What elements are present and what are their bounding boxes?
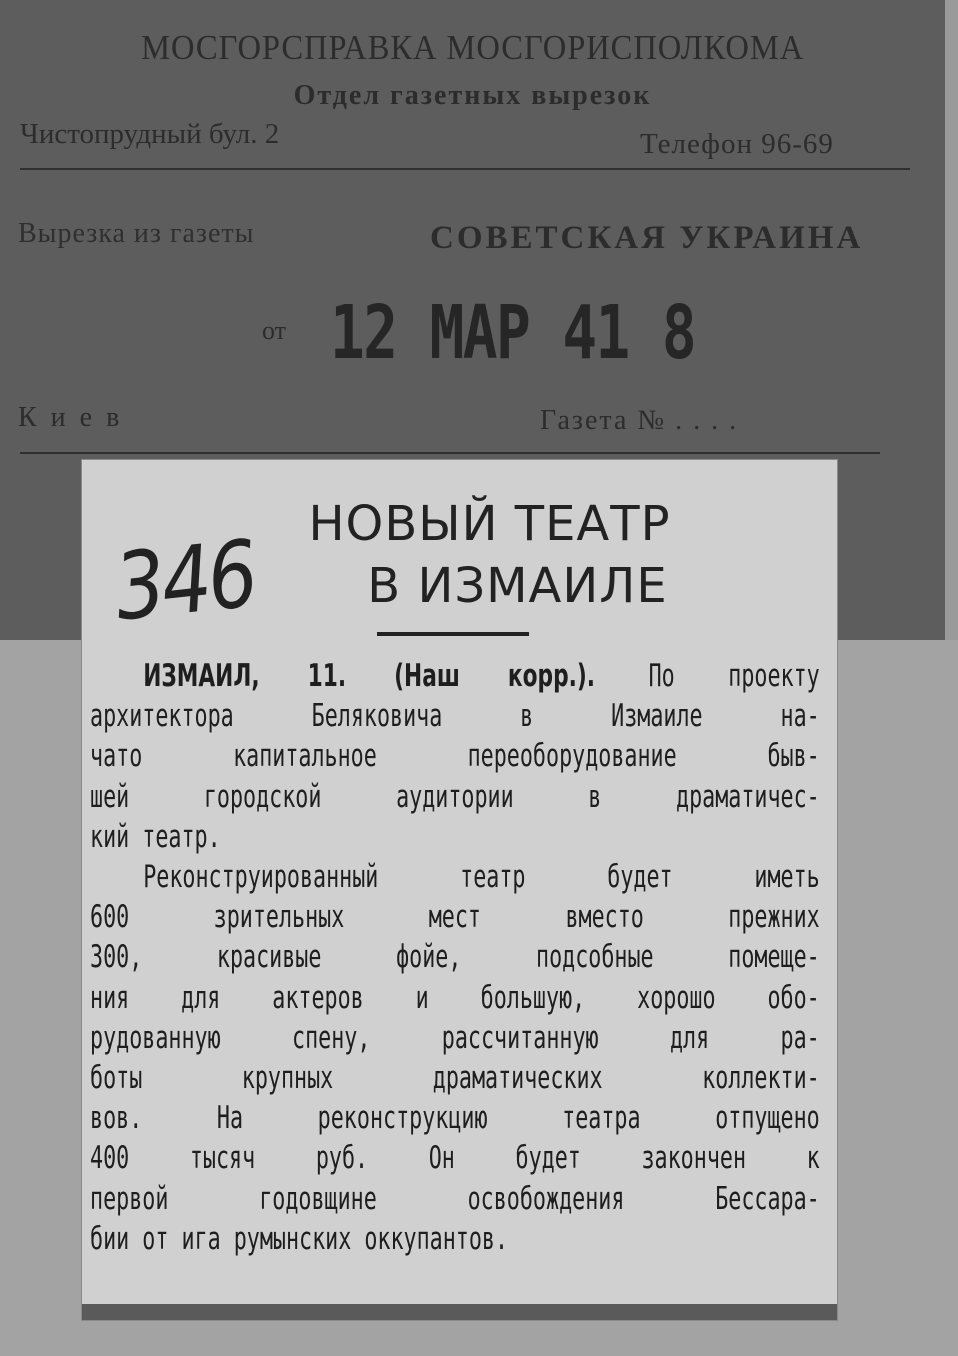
headline-line-2: В ИЗМАИЛЕ: [367, 558, 668, 614]
article-text: По проекту: [595, 658, 820, 694]
article-line: боты крупных драматических коллекти-: [90, 1060, 820, 1097]
agency-name: МОСГОРСПРАВКА МОСГОРИСПОЛКОМА: [141, 28, 805, 67]
article-line: вов. На реконструкцию театра отпущено: [90, 1100, 820, 1137]
article-body: [90, 656, 819, 1259]
department-name: Отдел газетных вырезок: [293, 80, 652, 111]
cutting-label: Вырезка из газеты: [18, 218, 255, 249]
headline-rule: [377, 632, 529, 636]
article-line: 400 тысяч руб. Он будет закончен к: [90, 1140, 820, 1177]
headline-line-1: НОВЫЙ ТЕАТР: [308, 496, 671, 552]
article-line: архитектора Беляковича в Измаиле на-: [90, 698, 820, 735]
issue-number-label: Газета № . . . .: [540, 405, 739, 436]
article-line: рудованную спену, рассчитанную для ра-: [90, 1019, 820, 1056]
article-line: [90, 656, 820, 696]
article-line: Реконструированный театр будет иметь: [143, 859, 820, 896]
article-line: кий театр.: [90, 818, 221, 855]
divider: [20, 452, 880, 454]
article-line: шей городской аудитории в драматичес-: [90, 778, 820, 815]
article-line: 300, красивые фойе, подсобные помеще-: [90, 939, 820, 976]
phone: Телефон 96-69: [640, 128, 834, 160]
article-lead: ИЗМАИЛ, 11. (Наш корр.).: [143, 658, 596, 694]
article-line: первой годовщине освобождения Бессара-: [90, 1180, 820, 1217]
divider: [20, 168, 910, 170]
card-edge: [945, 0, 958, 640]
handwritten-number: 346: [110, 520, 260, 642]
from-label: от: [262, 316, 287, 345]
article-line: бии от ига румынских оккупантов.: [90, 1220, 509, 1257]
newspaper-name: СОВЕТСКАЯ УКРАИНА: [430, 220, 864, 256]
city: Киев: [18, 402, 134, 433]
date-stamp: 12 МАР 41 8: [330, 290, 696, 376]
address: Чистопрудный бул. 2: [20, 118, 280, 150]
article-line: ния для актеров и большую, хорошо обо-: [90, 979, 820, 1016]
clipping-bottom-edge: [82, 1304, 837, 1320]
article-line: чато капитальное переоборудование быв-: [90, 738, 820, 775]
article-line: 600 зрительных мест вместо прежних: [90, 899, 820, 936]
